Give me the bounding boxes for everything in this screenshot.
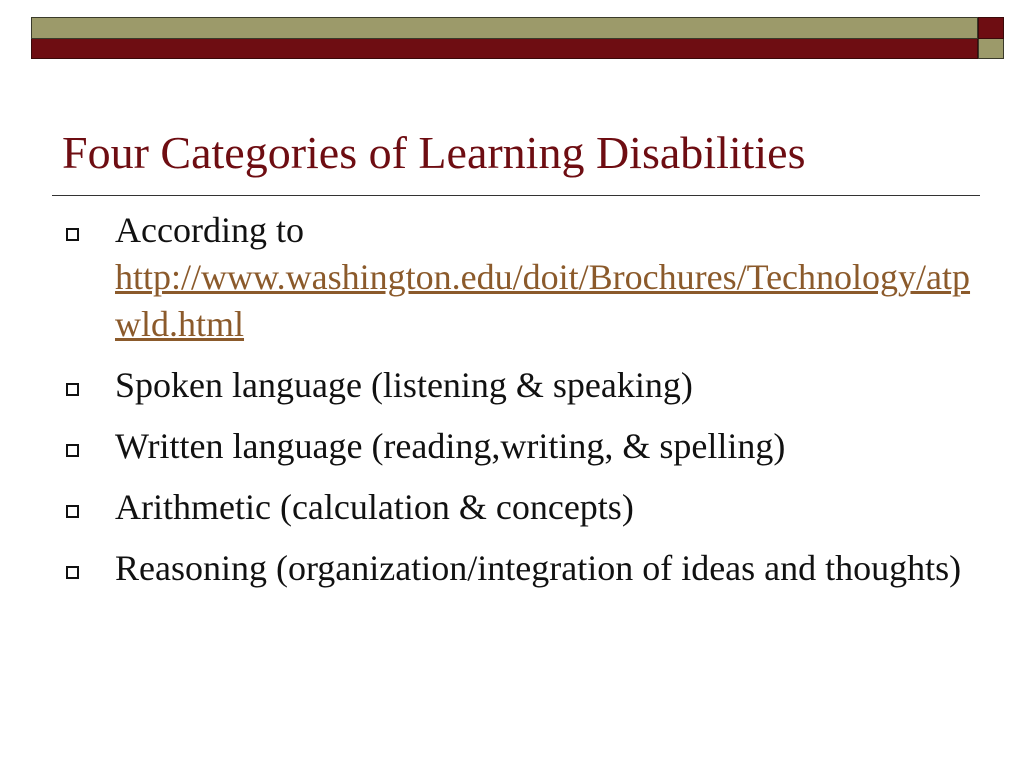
bullet-text: Arithmetic (calculation & concepts): [115, 487, 634, 527]
header-band-olive: [31, 17, 978, 39]
bullet-item-reasoning: [62, 545, 972, 592]
header-band-maroon: [31, 39, 978, 59]
source-link[interactable]: http://www.washington.edu/doit/Brochures/Technology/atpwld.html: [115, 257, 971, 344]
bullet-text: According to: [115, 210, 304, 250]
bullet-text: Reasoning (organization/integration of ideas and thoughts): [115, 548, 962, 588]
hollow-square-bullet-icon: [66, 228, 79, 241]
header-corner-olive-block: [978, 39, 1004, 59]
bullet-list: [62, 207, 972, 606]
hollow-square-bullet-icon: [66, 444, 79, 457]
bullet-text: Spoken language (listening & speaking): [115, 365, 693, 405]
slide-title: Four Categories of Learning Disabilities: [62, 127, 806, 178]
bullet-item-arithmetic: [62, 484, 972, 531]
bullet-item-written-language: [62, 423, 972, 470]
bullet-item-spoken-language: [62, 362, 972, 409]
hollow-square-bullet-icon: [66, 383, 79, 396]
hollow-square-bullet-icon: [66, 505, 79, 518]
title-divider: [52, 195, 980, 196]
hollow-square-bullet-icon: [66, 566, 79, 579]
header-corner-maroon-block: [978, 17, 1004, 39]
bullet-text: Written language (reading,writing, & spelling): [115, 426, 786, 466]
bullet-item-source: [62, 207, 972, 348]
